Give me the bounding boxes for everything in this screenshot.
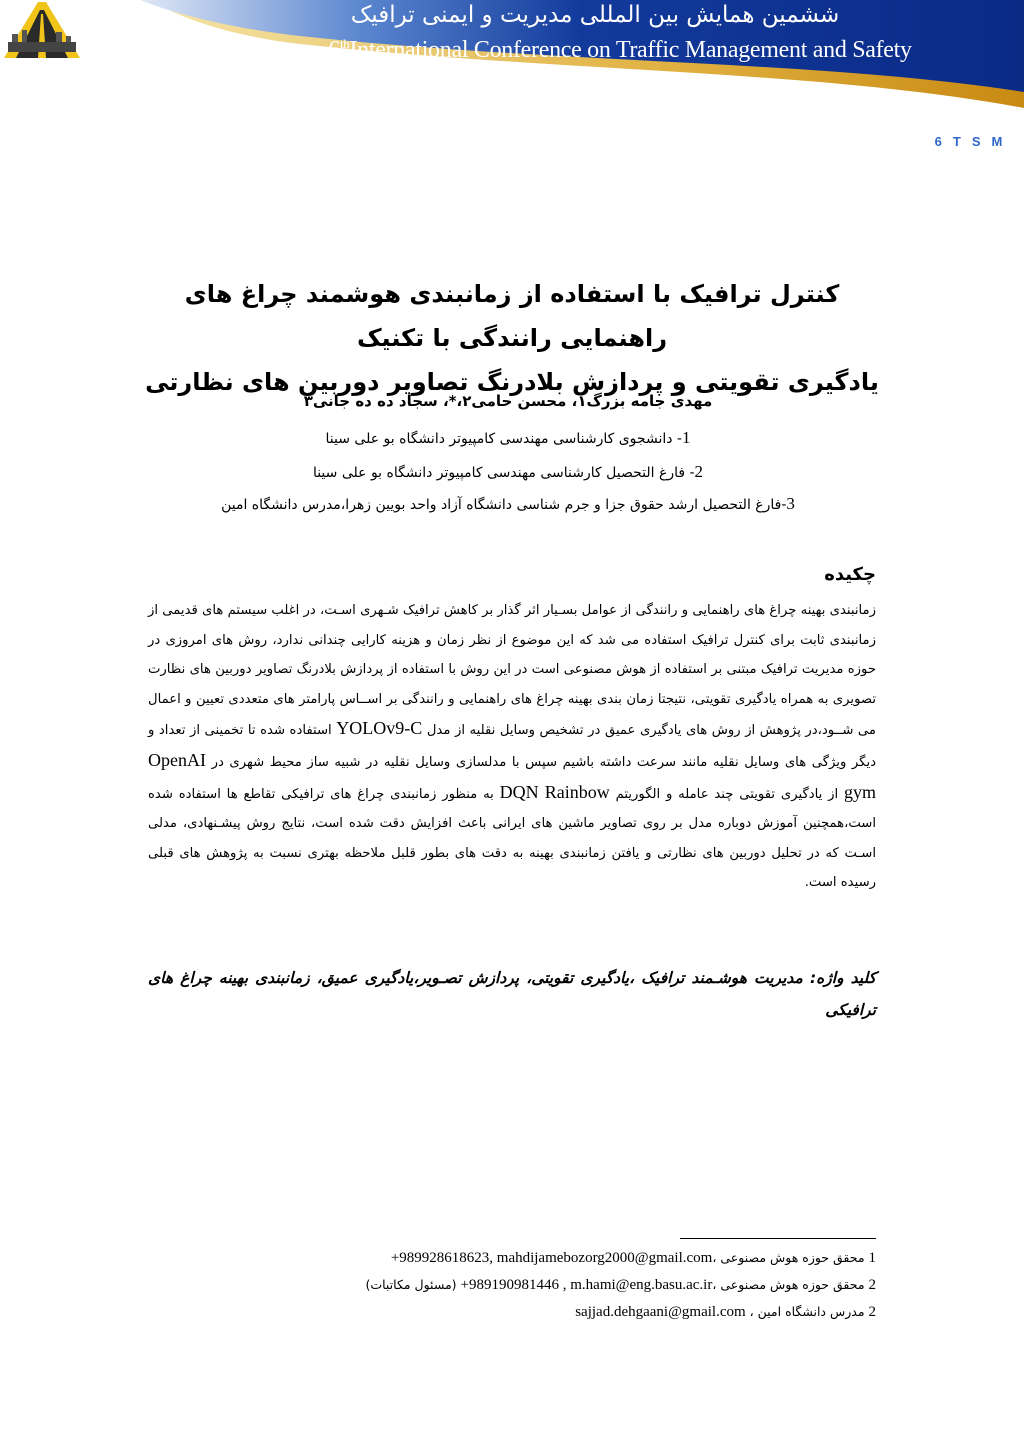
abstract-body [148,596,876,898]
affiliation-text: - دانشجوی کارشناسی مهندسی کامپیوتر دانشگاه بو علی سینا [325,431,682,447]
affiliation-number: 1 [681,428,691,447]
footnote-divider [680,1238,876,1239]
affiliation-number: 2 [694,462,704,481]
footnote-number: 2 [868,1277,876,1293]
abstract-heading: چکیده [824,564,876,585]
affiliation-text: -فارغ التحصیل ارشد حقوق جزا و جرم شناسی دانشگاه آزاد واحد بویین زهرا،مدرس دانشگاه امین [221,497,787,513]
conference-edition-suffix: th [339,36,350,51]
footnote-2 [300,1277,876,1294]
model-name-dqn-rainbow: DQN Rainbow [499,781,610,802]
affiliation-1 [150,428,866,448]
footnote-contact: +989928618623, mahdijamebozorg2000@gmail.com [390,1250,713,1266]
paper-title-line-2: یادگیری تقویتی و پردازش بلادرنگ تصاویر دوربین های نظارتی [145,368,879,396]
keywords-text: مدیریت هوشـمند ترافیک ،یادگیری تقویتی، پردازش تصـویر،یادگیری عمیق، زمانبندی بهینه چراغ های ترافیکی [148,969,876,1019]
paper-title [140,272,884,404]
model-name-yolo: YOLOv9-C [336,718,423,739]
abstract-text-part-3: از یادگیری تقویتی چند عامله و الگوریتم [615,786,844,802]
author-list: مهدی جامه بزرگ۱، محسن حامی۲،*، سجاد ده ده جانی۳ [303,392,713,410]
keywords-label: کلید واژه: [802,969,876,987]
footnote-number: 1 [868,1250,876,1266]
conference-edition-number: 6 [328,37,340,63]
abstract-text-part-1: زمانبندی بهینه چراغ های راهنمایی و رانندگی از عوامل بسـیار اثر گذار بر کاهش ترافیک شـهری اسـت، در اغلب سیستم های قدیمی از زمانبندی ثابت برای کنترل ترافیک استفاده می شد که این موضوع از نظر زمان و هزینه کارایی چندانی ندارد، روش های امروزی در حوزه مدیریت ترافیک مبتنی بر استفاده از هوش مصنوعی است در این روش با استفاده از پردازش بلادرنگ تصاویر دوربین های نظارت تصویری به همراه یادگیری تقویتی، نتیجتا زمان بندی بهینه چراغ های راهنمایی و رانندگی بر اســاس پارامتر های متعددی تعیین و اعمال می شــود،در پژوهش از روش های یادگیری عمیق در تشخیص وسایل نقلیه از مدل [148,603,876,739]
conference-logo-text: 6TSM [934,134,1014,149]
footnote-1 [300,1250,876,1267]
footnote-contact: +989190981446 , m.hami@eng.basu.ac.ir [460,1277,713,1293]
affiliation-2 [150,462,866,482]
conference-banner [0,0,1024,160]
conference-title-persian: ششمین همایش بین المللی مدیریت و ایمنی ترافیک [350,2,840,28]
affiliation-text: - فارغ التحصیل کارشناسی مهندسی کامپیوتر دانشگاه بو علی سینا [312,465,695,481]
footnote-3 [300,1304,876,1321]
footnote-role: محقق حوزه هوش مصنوعی ، [712,1250,869,1265]
conference-name-english: International Conference on Traffic Management and Safety [349,37,912,63]
footnote-role: مدرس دانشگاه امین ، [745,1304,869,1319]
footnote-extra: (مسئول مکاتبات) [365,1277,461,1292]
footnote-contact: sajjad.dehgaani@gmail.com [575,1304,746,1320]
conference-title-english [300,36,940,64]
footnote-number: 2 [868,1304,876,1320]
affiliation-number: 3 [786,494,795,513]
model-name-openai-gym: OpenAI gym [148,749,876,802]
paper-title-line-1: کنترل ترافیک با استفاده از زمانبندی هوشمند چراغ های راهنمایی رانندگی با تکنیک [184,280,840,352]
footnote-role: محقق حوزه هوش مصنوعی ، [712,1277,869,1292]
conference-logo-icon [0,0,84,76]
abstract-text-part-4: به منظور زمانبندی چراغ های ترافیکی تقاطع ها استفاده شده است،همچنین آموزش دوباره مدل بر روی تصاویر ماشین های ایرانی باعث افزایش دقت شده است، نتایج روش پیشـنهادی، مدلی اسـت که در تحلیل دوربین های نظارتی و یافتن زمانبندی بهینه به دقت های بطور قلبل ملاحظه بهتری نسبت به پژوهش های قبلی رسیده است. [148,786,876,891]
affiliation-3 [150,494,866,514]
abstract-text-part-2: استفاده شده تا تخمینی از تعداد و دیگر ویژگی های وسایل نقلیه مانند سرعت داشته باشیم سپس با مدلسازی وسایل نقلیه در شبیه ساز محیط شهری در [148,723,877,770]
keywords [148,962,876,1026]
